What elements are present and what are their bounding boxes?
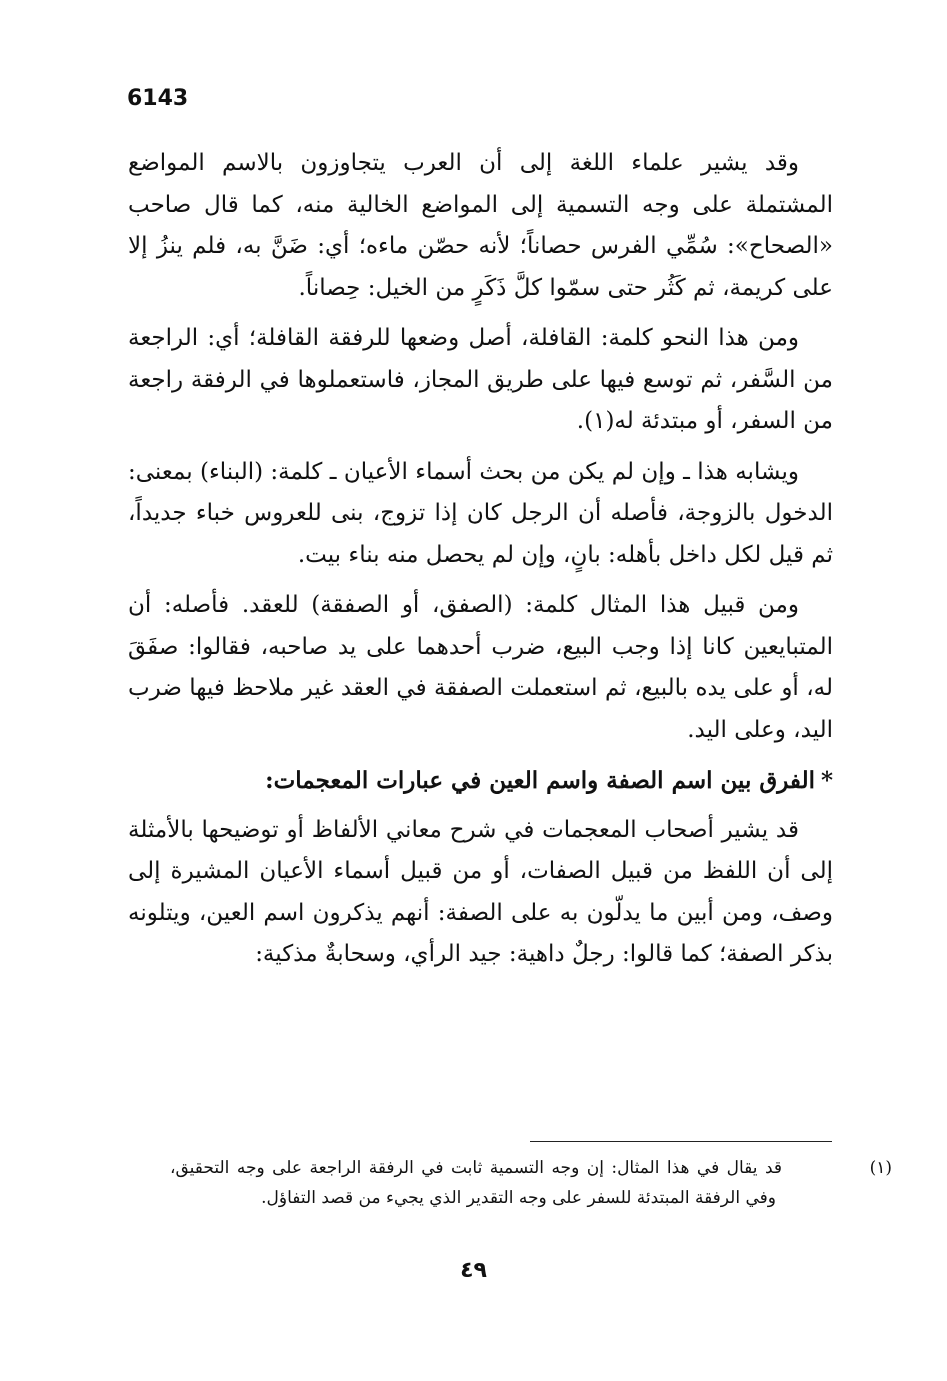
paragraph-1: وقد يشير علماء اللغة إلى أن العرب يتجاوزون بالاسم المواضع المشتملة على وجه التسمية إلى المواضع الخالية منه، كما قال صاحب «الصحاح»: سُمِّي الفرس حصاناً؛ لأنه حصّن ماءه؛ أي: ضَنَّ به، فلم ينزُ إلا على كريمة، ثم كَثُر حتى سمّوا كلَّ ذَكَرٍ من الخيل: حِصاناً.: [128, 150, 833, 301]
section-heading-text: الفرق بين اسم الصفة واسم العين في عبارات المعجمات:: [265, 767, 815, 794]
paragraph-2: ومن هذا النحو كلمة: القافلة، أصل وضعها للرفقة القافلة؛ أي: الراجعة من السَّفر، ثم توسع فيها على طريق المجاز، فاستعملوها في الرفقة راجعة من السفر، أو مبتدئة له(١).: [128, 325, 833, 434]
page-number: ٤٩: [460, 1258, 487, 1283]
footnotes: [170, 1153, 892, 1213]
section-paragraph: قد يشير أصحاب المعجمات في شرح معاني الألفاظ أو توضيحها بالأمثلة إلى أن اللفظ من قبيل الصفات، أو من قبيل أسماء الأعيان المشيرة إلى وصف، ومن أبين ما يدلّون به على الصفة: أنهم يذكرون اسم العين، ويتلونه بذكر الصفة؛ كما قالوا: رجلٌ داهية: جيد الرأي، وسحابةٌ مذكية:: [128, 816, 833, 967]
footnote-text: قد يقال في هذا المثال: إن وجه التسمية ثابت في الرفقة الراجعة على وجه التحقيق، وفي الرفقة المبتدئة للسفر على وجه التقدير الذي يجيء من قصد التفاؤل.: [170, 1158, 782, 1208]
body-text: [128, 143, 833, 985]
footnote-1: [170, 1153, 892, 1213]
paragraph-3: ويشابه هذا ـ وإن لم يكن من بحث أسماء الأعيان ـ كلمة: (البناء) بمعنى: الدخول بالزوجة، فأصله أن الرجل كان إذا تزوج، بنى للعروس خباء جديداً، ثم قيل لكل داخل بأهله: بانٍ، وإن لم يحصل منه بناء بيت.: [128, 458, 833, 568]
page-code: 6143: [127, 86, 189, 111]
star-marker: *: [820, 767, 833, 794]
footnote-divider: [530, 1141, 832, 1142]
section-heading: [128, 760, 833, 802]
footnote-number: (١): [869, 1158, 892, 1178]
paragraph-4: ومن قبيل هذا المثال كلمة: (الصفق، أو الصفقة) للعقد. فأصله: أن المتبايعين كانا إذا وجب البيع، ضرب أحدهما على يد صاحبه، فقالوا: صفَقَ له، أو على يده بالبيع، ثم استعملت الصفقة في العقد غير ملاحظ فيها ضرب اليد، وعلى اليد.: [128, 592, 833, 743]
